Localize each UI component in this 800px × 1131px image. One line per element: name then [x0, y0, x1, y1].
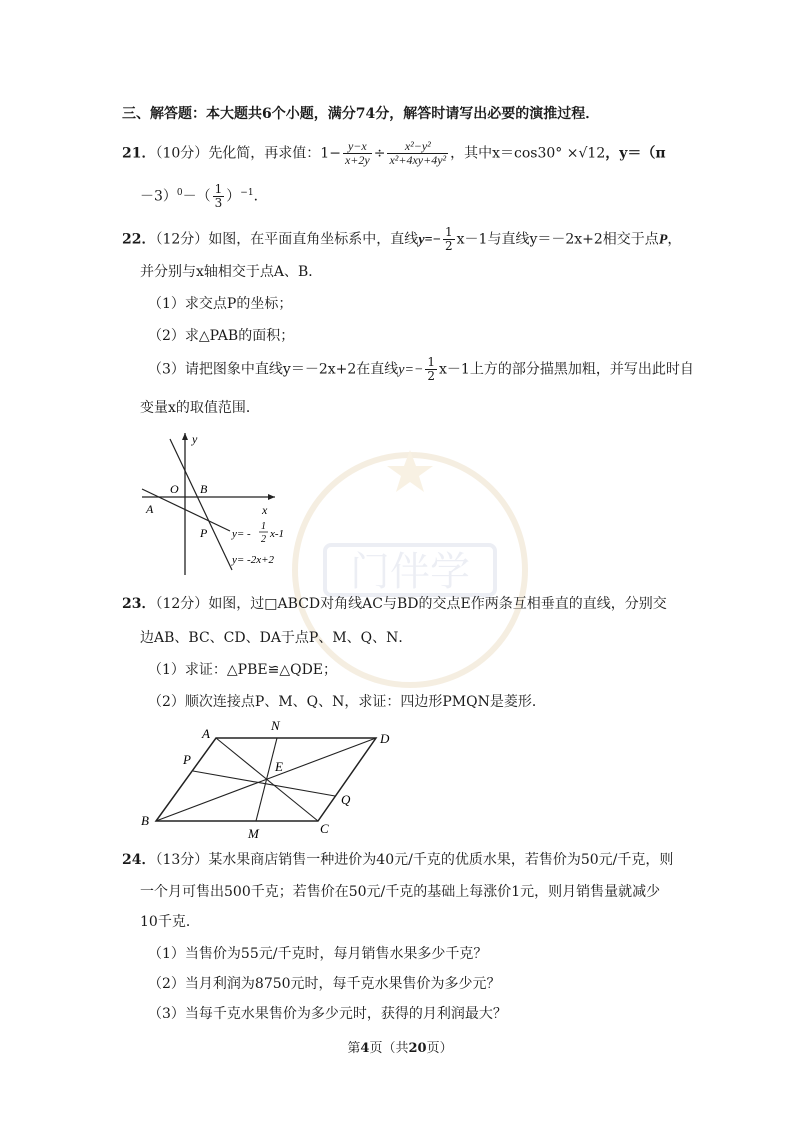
x-axis-arrow [268, 494, 275, 500]
q23-sub2: （2）顺次连接点P、M、Q、N，求证：四边形PMQN是菱形． [148, 694, 546, 710]
q22-sub3-fraction: $\frac{1}{2}$ [427, 355, 436, 383]
line1-label-frac-num: 1 [261, 521, 266, 532]
origin-label: O [170, 482, 179, 496]
q24-sub2: （2）当月利润为8750元时，每千克水果售价为多少元？ [148, 976, 501, 992]
q22-score: （12分） [155, 231, 209, 248]
q24-line3: 10千克． [140, 914, 200, 930]
y-axis-arrow [182, 433, 188, 440]
q22-fraction: $\frac{1}{2}$ [445, 225, 453, 253]
point-p-label: P [200, 526, 208, 540]
q24-sub3: （3）当每千克水果售价为多少元时，获得的月利润最大？ [148, 1006, 507, 1022]
line-y-neg2x-plus2 [170, 439, 232, 570]
q21-line2: －3）$^0$－（ $\frac{1}{3}$ ）$^{-1}$． [140, 182, 268, 211]
q21-fraction2: $\frac{\text{x²−y²}}{\text{x²+4xy+4y²}}$ [389, 139, 447, 167]
q22-coordinate-figure [130, 425, 310, 585]
q24-score: （13分） [155, 852, 209, 868]
q24-line2: 一个月可售出500千克；若售价在50元/千克的基础上每涨价1元，则月销售量就减少 [140, 884, 661, 900]
line-y-neg-half-x-minus1 [142, 489, 230, 531]
q23-number: 23． [122, 596, 156, 612]
q22-sub2: （2）求△PAB的面积； [148, 328, 295, 344]
q22-sub3-line2: 变量x的取值范围． [140, 400, 260, 416]
q21-fraction1: $\frac{y-x}{x+2y}$ [344, 139, 370, 167]
q21-text-b: ，其中 [450, 145, 493, 162]
q21-y-expr: ，y＝（π [605, 145, 666, 162]
q24-sub1: （1）当售价为55元/千克时，每月销售水果多少千克？ [148, 946, 488, 962]
q21-x-expr: x＝cos30° ×√12 [492, 145, 606, 162]
line1-label-a: y= - [232, 528, 251, 540]
q21-number: 21． [122, 145, 156, 162]
point-p: P [183, 752, 191, 767]
point-q: Q [341, 792, 351, 807]
q23-line1: 23．（12分）如图，过□ABCD对角线AC与BD的交点E作两条互相垂直的直线，分别交 [122, 596, 667, 612]
q23-line2: 边AB、BC、CD、DA于点P、M、Q、N． [140, 630, 413, 646]
y-axis-label: y [192, 432, 198, 446]
line-pq [193, 771, 335, 796]
q22-line2: 并分别与x轴相交于点A、B． [140, 264, 323, 280]
q21-fraction3: $\frac{1}{3}$ [214, 182, 223, 211]
q24-number: 24． [122, 852, 156, 868]
line2-label: y= -2x+2 [232, 554, 275, 566]
page-footer: 第4页（共20页） [347, 1041, 453, 1056]
line1-label-b: x-1 [270, 528, 285, 540]
q22-line1: 22．（12分）如图，在平面直角坐标系中，直线y=− $\frac{1}{2}$ x－1与直线y＝－2x+2相交于点P， [122, 225, 682, 253]
line1-label-frac-den: 2 [261, 534, 266, 545]
q23-parallelogram-figure [138, 716, 398, 841]
point-n: N [271, 718, 280, 733]
section-title: 三、解答题：本大题共6个小题，满分74分，解答时请写出必要的演推过程． [122, 106, 600, 122]
q21-score: （10分） [155, 145, 209, 162]
line-nm [256, 738, 277, 821]
page-number: 4 [360, 1041, 370, 1056]
q22-number: 22． [122, 231, 156, 248]
page-total: 20 [408, 1041, 427, 1056]
point-a-label: A [146, 502, 154, 516]
q23-score: （12分） [155, 596, 209, 612]
q23-sub1: （1）求证：△PBE≌△QDE； [148, 662, 338, 678]
vertex-c: C [320, 821, 329, 836]
vertex-d: D [380, 731, 390, 746]
q21-text-a: 先化简，再求值：1− [208, 145, 341, 162]
q22-sub3: （3）请把图象中直线y＝－2x+2在直线y=− $\frac{1}{2}$ x－1上方的部分描黑加粗，并写出此时自 [148, 355, 694, 383]
vertex-b: B [141, 813, 149, 828]
point-m: M [248, 826, 259, 841]
point-b-label: B [200, 482, 208, 496]
q24-line1: 24．（13分）某水果商店销售一种进价为40元/千克的优质水果，若售价为50元/千克，则 [122, 852, 674, 868]
q21-div: ÷ [373, 145, 386, 162]
point-e: E [275, 759, 283, 774]
q21-line1 [122, 140, 666, 167]
x-axis-label: x [262, 503, 268, 517]
vertex-a: A [202, 726, 210, 741]
watermark-text: 门伴学 [350, 549, 470, 595]
q22-sub1: （1）求交点P的坐标； [148, 296, 293, 312]
